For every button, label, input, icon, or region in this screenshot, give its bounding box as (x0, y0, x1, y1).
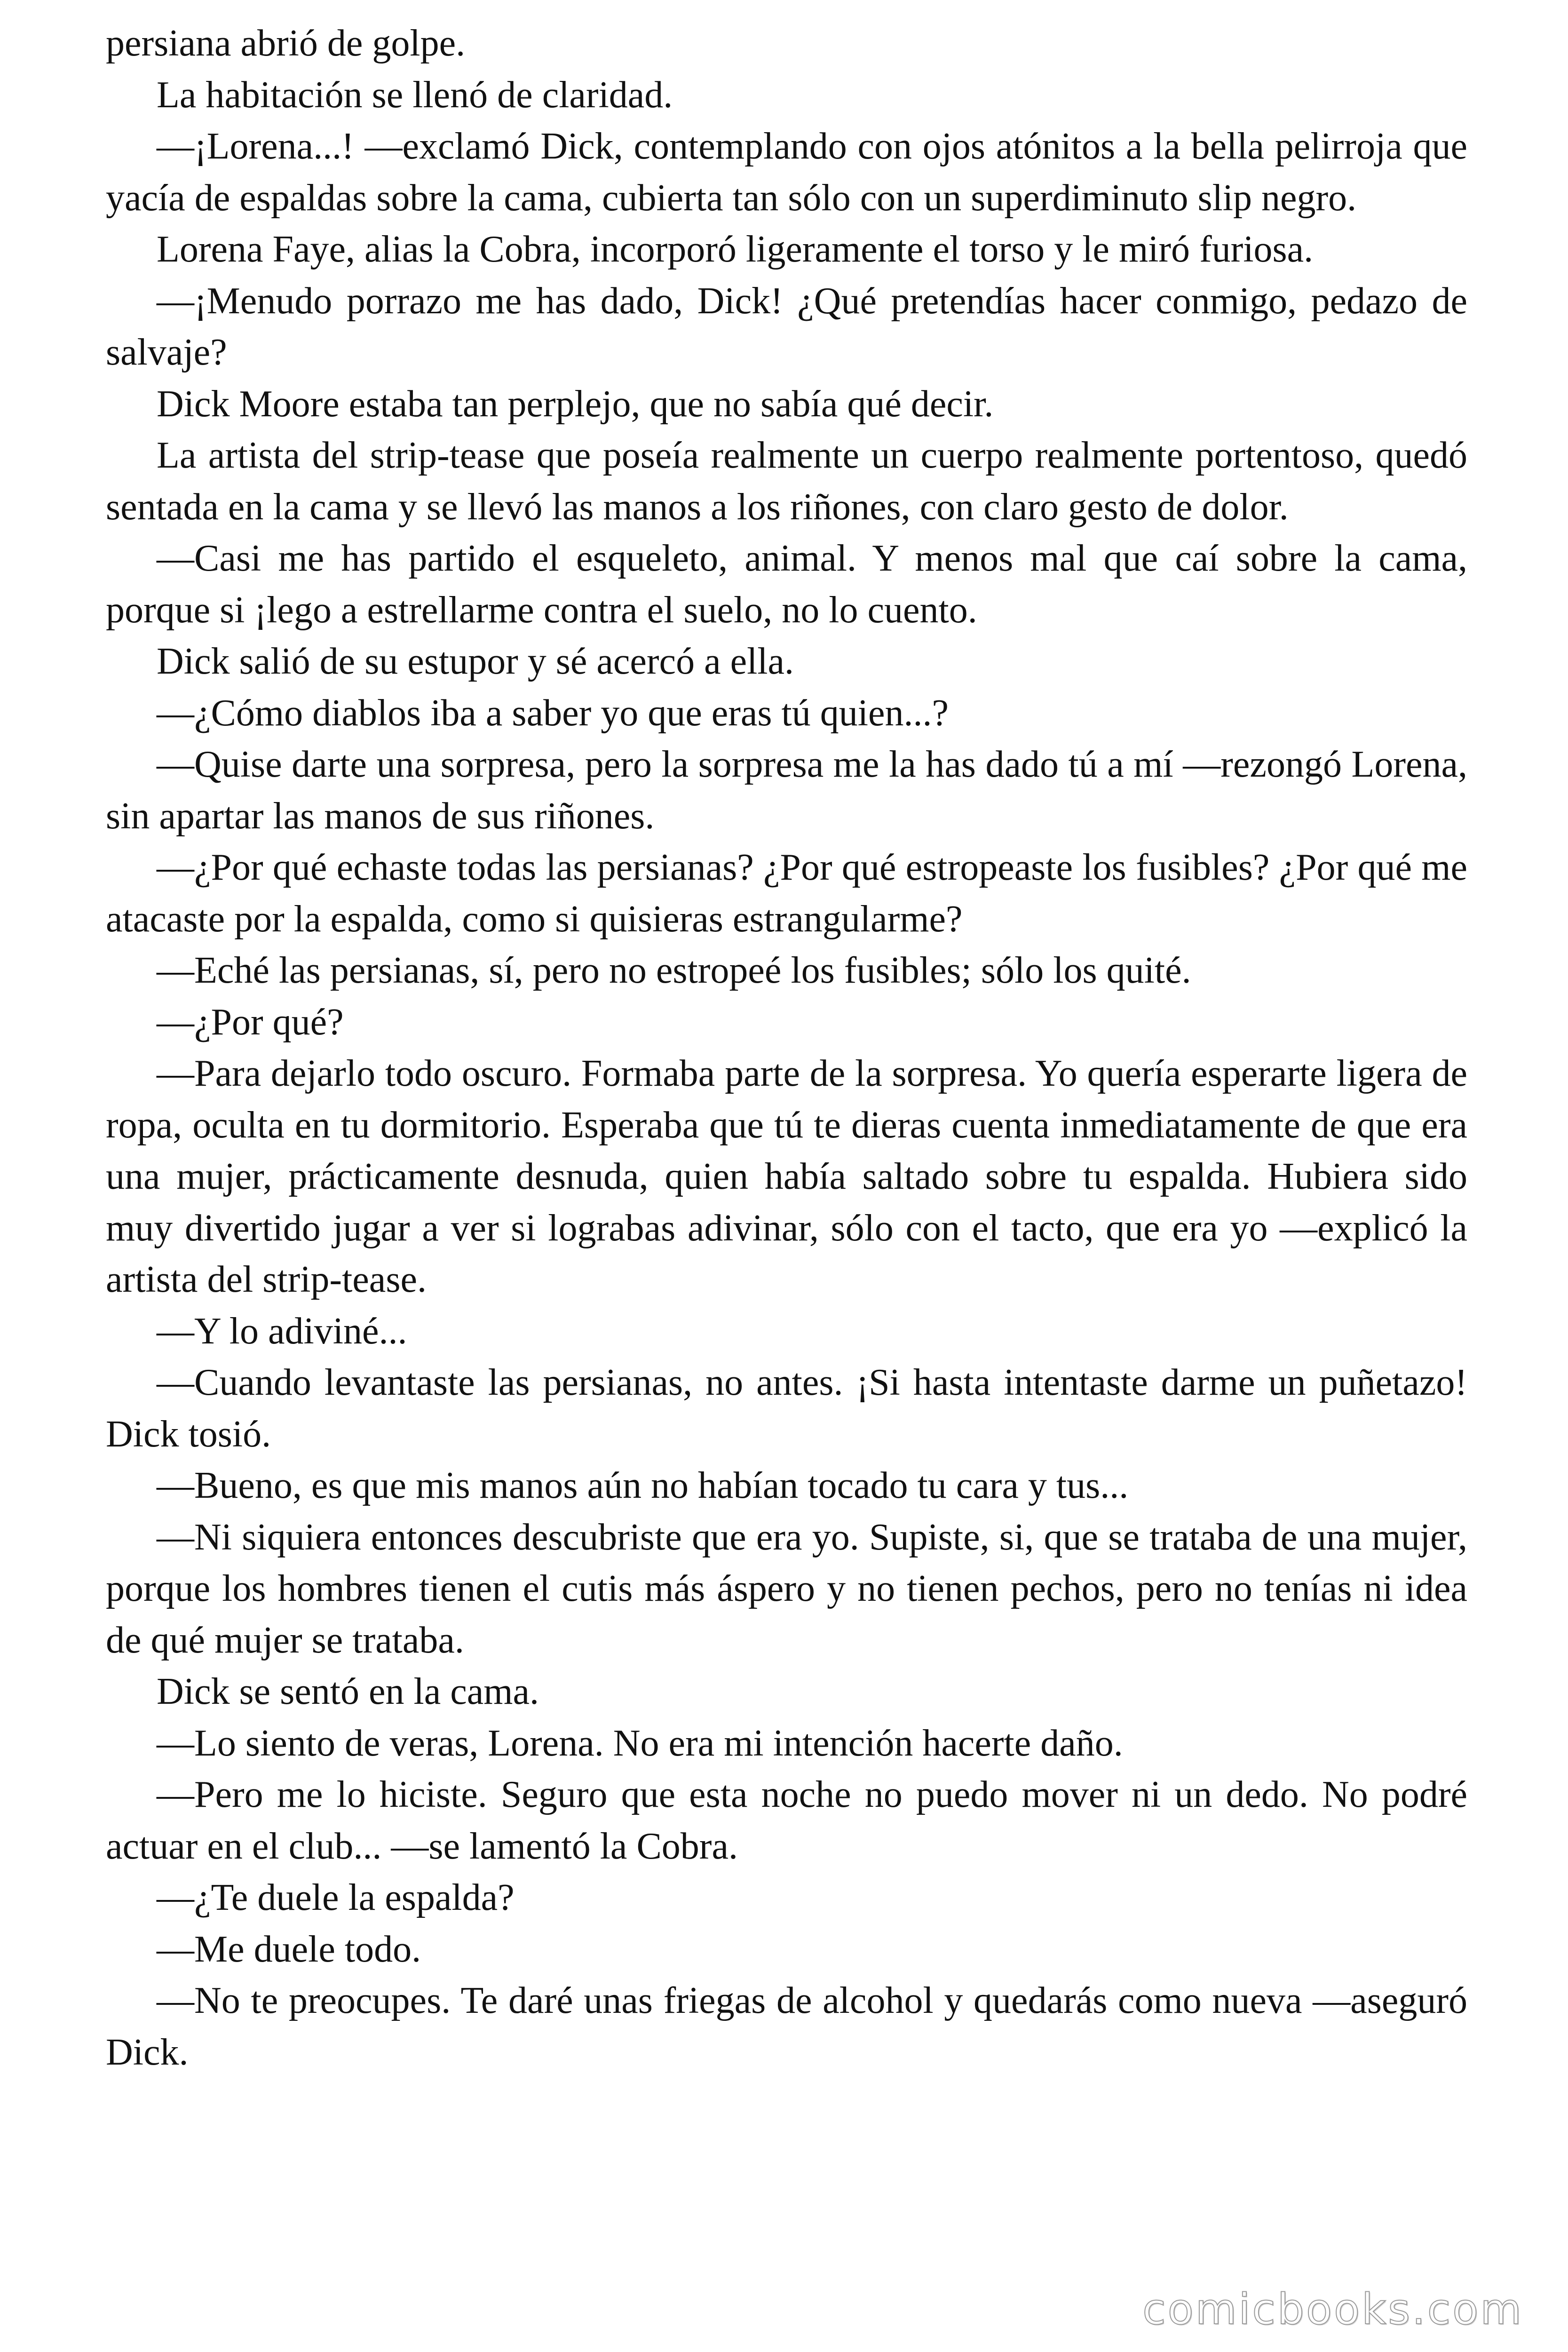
paragraph: —¿Por qué? (157, 1001, 344, 1043)
paragraph: —Eché las persianas, sí, pero no estropeé los fusibles; sólo los quité. (157, 950, 1191, 991)
paragraph: Dick se sentó en la cama. (157, 1671, 539, 1712)
paragraph: —Quise darte una sorpresa, pero la sorpresa me la has dado tú a mí —rezongó Lorena, sin apartar las manos de sus riñones. (106, 744, 1467, 837)
paragraph: La artista del strip-tease que poseía realmente un cuerpo realmente portentoso, quedó sentada en la cama y se llevó las manos a los riñones, con claro gesto de dolor. (106, 435, 1467, 528)
paragraph: —Ni siquiera entonces descubriste que era yo. Supiste, si, que se trataba de una mujer, porque los hombres tienen el cutis más áspero y no tienen pechos, pero no tenías ni idea de qué mujer se trataba. (106, 1516, 1467, 1661)
paragraph: Dick salió de su estupor y sé acercó a ella. (157, 641, 794, 682)
paragraph: —Me duele todo. (157, 1928, 421, 1970)
paragraph: —Bueno, es que mis manos aún no habían tocado tu cara y tus... (157, 1465, 1129, 1506)
paragraph: —¡Lorena...! —exclamó Dick, contemplando con ojos atónitos a la bella pelirroja que yacía de espaldas sobre la cama, cubierta tan sólo con un superdiminuto slip negro. (106, 126, 1467, 219)
paragraph: —No te preocupes. Te daré unas friegas de alcohol y quedarás como nueva —aseguró Dick. (106, 1980, 1467, 2073)
paragraph: —Y lo adiviné... (157, 1310, 407, 1352)
paragraph: —¿Te duele la espalda? (157, 1877, 515, 1918)
document-page (106, 18, 1467, 2078)
paragraph: —¿Por qué echaste todas las persianas? ¿Por qué estropeaste los fusibles? ¿Por qué me atacaste por la espalda, como si quisieras estrangularme? (106, 847, 1467, 940)
watermark-logo: comicbooks.com (1142, 2285, 1523, 2334)
paragraph: —¿Cómo diablos iba a saber yo que eras tú quien...? (157, 692, 949, 734)
paragraph: —Casi me has partido el esqueleto, animal. Y menos mal que caí sobre la cama, porque si ¡lego a estrellarme contra el suelo, no lo cuento. (106, 538, 1467, 631)
paragraph: —Lo siento de veras, Lorena. No era mi intención hacerte daño. (157, 1722, 1123, 1764)
paragraph: Lorena Faye, alias la Cobra, incorporó ligeramente el torso y le miró furiosa. (157, 229, 1314, 270)
paragraph: Dick Moore estaba tan perplejo, que no sabía qué decir. (157, 383, 994, 425)
paragraph: La habitación se llenó de claridad. (157, 74, 673, 116)
paragraph: —Cuando levantaste las persianas, no antes. ¡Si hasta intentaste darme un puñetazo! Dick tosió. (106, 1362, 1467, 1455)
paragraph: —Para dejarlo todo oscuro. Formaba parte de la sorpresa. Yo quería esperarte ligera de ropa, oculta en tu dormitorio. Esperaba que tú te dieras cuenta inmediatamente de que era una mujer, prácticamente desnuda, quien había saltado sobre tu espalda. Hubiera sido muy divertido jugar a ver si lograbas adivinar, sólo con el tacto, que era yo —explicó la artista del strip-tease. (106, 1053, 1467, 1300)
paragraph: —Pero me lo hiciste. Seguro que esta noche no puedo mover ni un dedo. No podré actuar en el club... —se lamentó la Cobra. (106, 1774, 1467, 1867)
paragraph: persiana abrió de golpe. (106, 23, 466, 64)
paragraph: —¡Menudo porrazo me has dado, Dick! ¿Qué pretendías hacer conmigo, pedazo de salvaje? (106, 280, 1467, 373)
